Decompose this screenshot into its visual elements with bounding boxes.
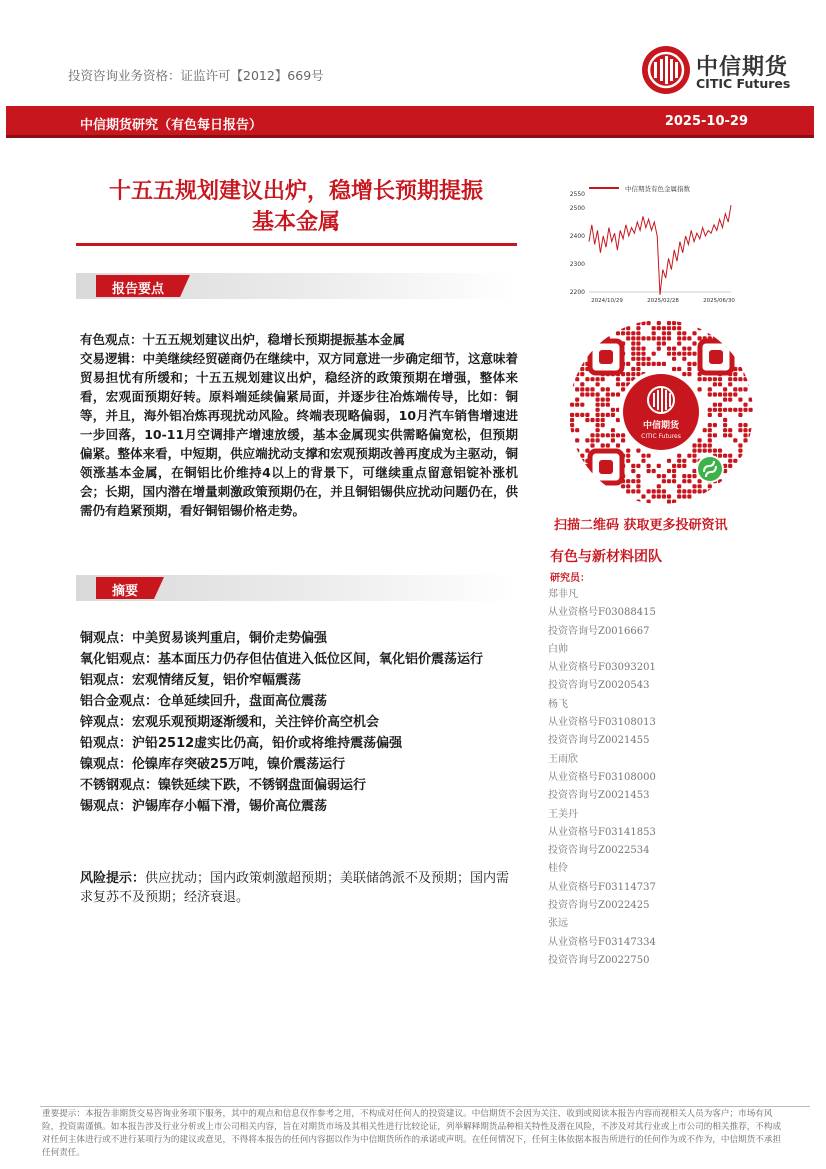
qr-center-cn: 中信期货 [642, 421, 680, 431]
member-license: 从业资格号F03108000 [548, 771, 656, 783]
member-consult: 投资咨询号Z0022534 [548, 845, 650, 857]
logo-emblem-icon [640, 44, 692, 96]
member-name: 桂伶 [548, 863, 568, 875]
team-member-list [548, 586, 798, 970]
member-consult: 投资咨询号Z0022425 [548, 900, 650, 912]
summary-item: 锡观点：沪锡库存小幅下滑，锡价高位震荡 [80, 799, 328, 814]
summary-item: 氧化铝观点：基本面压力仍存但估值进入低位区间，氧化铝价震荡运行 [80, 652, 484, 667]
summary-item: 铝合金观点：仓单延续回升，盘面高位震荡 [80, 694, 328, 709]
logo-cn-name: 中信期货 [696, 55, 789, 80]
report-title [76, 176, 516, 238]
member-consult: 投资咨询号Z0022750 [548, 954, 650, 966]
title-divider [76, 243, 517, 246]
summary-item: 镍观点：伦镍库存突破25万吨，镍价震荡运行 [80, 757, 346, 772]
x-tick-label: 2024/10/29 [591, 298, 623, 304]
footer-divider [40, 1106, 810, 1107]
report-series: 中信期货研究（有色每日报告） [80, 118, 263, 133]
disclaimer-text: 重要提示：本报告非期货交易咨询业务项下服务，其中的观点和信息仅作参考之用，不构成对任何人的投资建议。中信期货不会因为关注、收到或阅读本报告内容而视相关人员为客户；市场有风险，投资需谨慎。如本报告涉及行业分析或上市公司相关内容，旨在对期货市场及其相关性进行比较论证，列举解释期货品种相关特性及潜在风险，不涉及对其行业或上市公司的相关推荐，不构成对任何主体进行或不进行某项行为的建议或意见，不得将本报告的任何内容据以作为中信期货所作的承诺或声明。在任何情况下，任何主体依据本报告所进行的任何作为或不作为，中信期货不承担任何责任。 [42, 1109, 782, 1158]
report-points-header [76, 273, 517, 299]
summary-item: 铜观点：中美贸易谈判重启，铜价走势偏强 [80, 631, 328, 646]
qr-code[interactable] [566, 317, 756, 507]
qr-caption: 扫描二维码 获取更多投研资讯 [554, 518, 728, 533]
summary-item: 铅观点：沪铅2512虚实比仍高，铅价或将维持震荡偏强 [80, 736, 403, 751]
report-points-tag: 报告要点 [96, 275, 180, 297]
legend-label: 中信期货有色金属指数 [625, 185, 690, 193]
trading-logic: 交易逻辑：中美继续经贸磋商仍在继续中，双方同意进一步确定细节，这意味着贸易担忧有所缓和；十五五规划建议出炉，稳经济的政策预期在增强，整体来看，宏观面预期好转。原料端延续偏紧局面，并逐步往冶炼端传导，比如：铜等，并且，海外铝冶炼再现扰动风险。终端表现略偏弱，10月汽车销售增速进一步回落，10-11月空调排产增速放缓，基本金属现实供需略偏宽松，但预期偏紧。整体来看，中短期，供应端扰动支撑和宏观预期改善再度成为主驱动，铜领涨基本金属，在铜铝比价维持4以上的背景下，可继续重点留意铝锭补涨机会；长期，国内潜在增量刺激政策预期仍在，并且铜铝锡供应扰动问题仍在，供需仍有趋紧预期，看好铜铝锡价格走势。 [80, 351, 518, 518]
member-license: 从业资格号F03114737 [548, 881, 656, 893]
risk-warning [80, 869, 520, 907]
citic-futures-logo [640, 44, 810, 96]
member-name: 王雨欣 [548, 753, 578, 765]
member-license: 从业资格号F03093201 [548, 662, 656, 674]
member-license: 从业资格号F03147334 [548, 936, 656, 948]
report-date: 2025-10-29 [664, 114, 748, 129]
member-name: 杨飞 [548, 698, 568, 710]
qr-code-image [566, 317, 756, 507]
core-view: 有色观点：十五五规划建议出炉，稳增长预期提振基本金属 [80, 332, 406, 347]
member-consult: 投资咨询号Z0016667 [548, 625, 650, 637]
member-license: 从业资格号F03088415 [548, 607, 656, 619]
summary-item: 铝观点：宏观情绪反复，铝价窄幅震荡 [80, 673, 302, 688]
risk-label: 风险提示： [80, 871, 146, 886]
metals-index-chart [553, 180, 753, 312]
title-line-1: 十五五规划建议出炉，稳增长预期提振 [108, 179, 483, 204]
member-license: 从业资格号F03141853 [548, 826, 656, 838]
x-tick-label: 2025/06/30 [703, 298, 735, 304]
title-line-2: 基本金属 [251, 210, 340, 235]
summary-item: 不锈钢观点：镍铁延续下跌，不锈钢盘面偏弱运行 [80, 778, 367, 793]
y-tick-label: 2550 [569, 191, 585, 198]
member-name: 张远 [548, 918, 568, 930]
logo-en-name: CITIC Futures [696, 76, 791, 91]
member-name: 王美丹 [548, 808, 578, 820]
member-license: 从业资格号F03108013 [548, 717, 656, 729]
risk-text: 供应扰动；国内政策刺激超预期；美联储鸽派不及预期；国内需求复苏不及预期；经济衰退。 [80, 871, 510, 905]
member-consult: 投资咨询号Z0021455 [548, 735, 650, 747]
qr-center-en: CITIC Futures [641, 433, 681, 440]
summary-header [76, 575, 517, 601]
qualification-text: 投资咨询业务资格：证监许可【2012】669号 [68, 68, 324, 83]
summary-list [80, 629, 520, 818]
summary-tag: 摘要 [96, 577, 154, 599]
header-bar [6, 106, 814, 138]
member-consult: 投资咨询号Z0021453 [548, 790, 650, 802]
member-name: 郑非凡 [548, 589, 578, 600]
x-tick-label: 2025/02/28 [647, 298, 679, 304]
y-tick-label: 2500 [569, 205, 585, 212]
member-consult: 投资咨询号Z0020543 [548, 680, 650, 692]
series-line [589, 205, 731, 295]
y-tick-label: 2400 [569, 233, 585, 240]
y-tick-label: 2300 [569, 261, 585, 268]
member-name: 白帅 [548, 643, 568, 655]
y-tick-label: 2200 [569, 289, 585, 296]
chart-canvas [553, 180, 753, 312]
team-title: 有色与新材料团队 [550, 549, 662, 565]
report-points-body [80, 330, 518, 520]
mini-program-icon [698, 457, 722, 481]
team-role-label: 研究员： [550, 573, 590, 584]
summary-item: 锌观点：宏观乐观预期逐渐缓和，关注锌价高空机会 [80, 715, 380, 730]
